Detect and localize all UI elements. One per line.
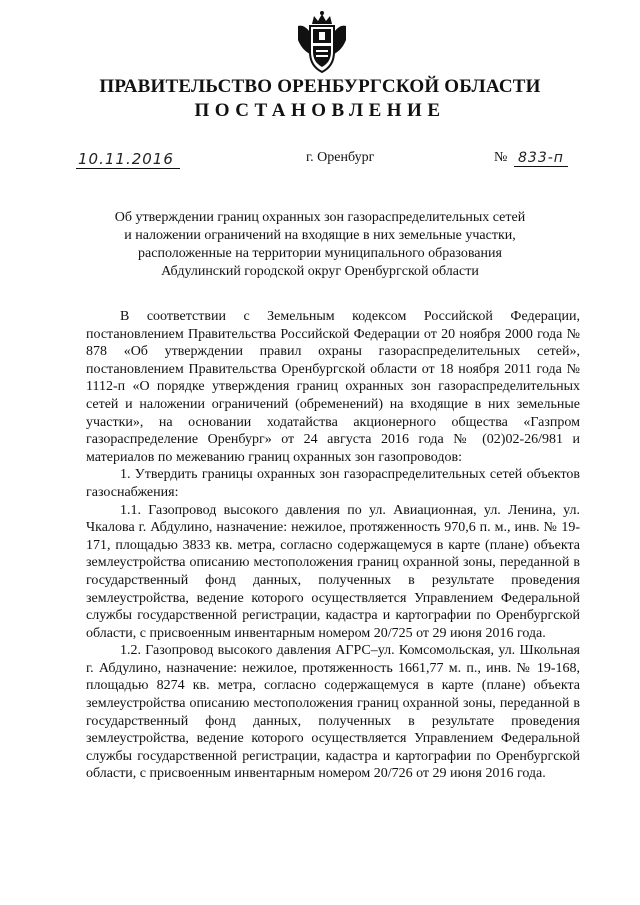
subject-line: и наложении ограничений на входящие в них земельные участки, [124,228,516,243]
subject-line: Абдулинский городской округ Оренбургской области [161,264,479,279]
clause-1-paragraph: 1. Утвердить границы охранных зон газораспределительных сетей объектов газоснабжения: [86,467,580,500]
clause-1-2-paragraph: 1.2. Газопровод высокого давления АГРС–ул. Комсомольская, ул. Школьная г. Абдулино, назначение: нежилое, протяженность 1661,77 м. п., инв. № 19-168, площадью 8274 кв. метра, согласно содержащемуся в карте (плане) объекта землеустройства описанию местоположения границ охранной зоны, переданной в государственный фонд данных, полученных в результате проведения землеустройства, ведение которого осуществляется Управлением Федеральной службы государственной регистрации, кадастра и картографии по Оренбургской области, с присвоенным инвентарным номером 20/726 от 29 июня 2016 года. [86,643,580,782]
document-subject [80,209,560,281]
coat-of-arms-icon [294,10,350,76]
preamble-paragraph: В соответствии с Земельным кодексом Российской Федерации, постановлением Правительства Российской Федерации от 20 ноября 2000 года № 878 «Об утверждении правил охраны газораспределительных сетей», постановлением Правительства Оренбургской области от 18 ноября 2011 года № 1112-п «О порядке утверждения границ охранных зон газораспределительных сетей и наложении ограничений (обременений) на входящие в них земельные участки», на основании ходатайства акционерного общества «Газпром газораспределение Оренбург» от 24 августа 2016 года № (02)02-26/981 и материалов по межеванию границ охранных зон газопроводов: [86,309,580,465]
document-number: 833-п [514,150,568,167]
document-body [86,308,580,783]
government-title: ПРАВИТЕЛЬСТВО ОРЕНБУРГСКОЙ ОБЛАСТИ [99,76,541,97]
document-number-label: № [494,150,508,165]
subject-line: расположенные на территории муниципального образования [138,246,502,261]
document-date: 10.11.2016 [76,150,180,169]
document-type: ПОСТАНОВЛЕНИЕ [194,100,446,121]
subject-line: Об утверждении границ охранных зон газораспределительных сетей [114,210,526,225]
clause-1-1-paragraph: 1.1. Газопровод высокого давления по ул. Авиационная, ул. Ленина, ул. Чкалова г. Абдулино, назначение: нежилое, протяженность 970,6 п. м., инв. № 19-171, площадью 3833 кв. метра, согласно содержащемуся в карте (плане) объекта землеустройства описанию местоположения границ охранной зоны, переданной в государственный фонд данных, полученных в результате проведения землеустройства, ведение которого осуществляется Управлением Федеральной службы государственной регистрации, кадастра и картографии по Оренбургской области, с присвоенным инвентарным номером 20/725 от 29 июня 2016 года. [86,502,580,641]
document-city: г. Оренбург [306,150,375,165]
